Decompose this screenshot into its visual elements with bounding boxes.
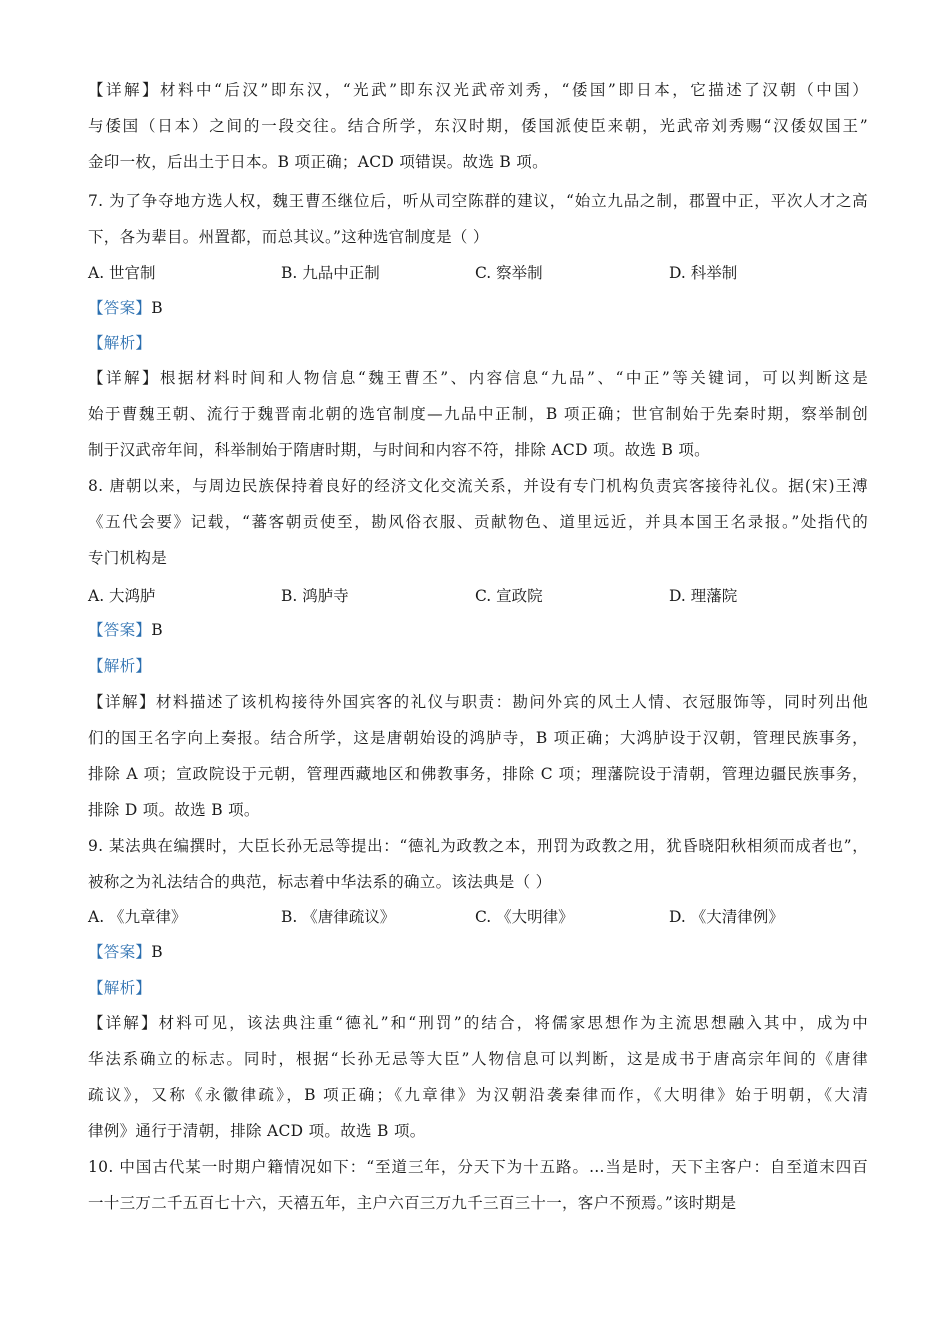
- option-a: A. 世官制: [88, 264, 156, 282]
- detail-line: 制于汉武帝年间，科举制始于隋唐时期，与时间和内容不符，排除 ACD 项。故选 B 项。: [88, 441, 710, 459]
- detail-line: 【详解】材料可见，该法典注重“德礼”和“刑罚”的结合，将儒家思想作为主流思想融入其中，成为中: [88, 1014, 868, 1032]
- option-c: C. 宣政院: [475, 587, 543, 605]
- detail-line: 金印一枚，后出土于日本。B 项正确；ACD 项错误。故选 B 项。: [88, 153, 548, 171]
- option-c: C. 察举制: [475, 264, 543, 282]
- option-d: D. 科举制: [669, 264, 738, 282]
- answer-label: 【答案】: [88, 943, 152, 961]
- answer-label: 【答案】: [88, 621, 152, 639]
- answer-line: [88, 620, 868, 640]
- question-line: 被称之为礼法结合的典范，标志着中华法系的确立。该法典是（ ）: [88, 873, 552, 891]
- answer-value: B: [151, 943, 163, 961]
- question-line: 下，各为辈目。州置都，而总其议。”这种选官制度是（ ）: [88, 228, 489, 246]
- question-line: 《五代会要》记载，“蕃客朝贡使至，勘风俗衣服、贡献物色、道里远近，并具本国王名录报。”处指代的: [88, 513, 868, 531]
- analysis-label: 【解析】: [88, 334, 152, 352]
- analysis-label: 【解析】: [88, 657, 152, 675]
- answer-line: [88, 942, 868, 962]
- options-row: [88, 586, 868, 606]
- detail-line: 们的国王名字向上奏报。结合所学，这是唐朝始设的鸿胪寺，B 项正确；大鸿胪设于汉朝，管理民族事务，: [88, 729, 868, 747]
- answer-value: B: [151, 299, 163, 317]
- answer-value: B: [151, 621, 163, 639]
- answer-line: [88, 298, 868, 318]
- question-line: 9. 某法典在编撰时，大臣长孙无忌等提出：“德礼为政教之本，刑罚为政教之用，犹昏晓阳秋相须而成者也”，: [88, 837, 868, 855]
- detail-line: 【详解】材料中“后汉”即东汉，“光武”即东汉光武帝刘秀，“倭国”即日本，它描述了汉朝（中国）: [88, 81, 868, 99]
- option-a: A. 《九章律》: [88, 908, 187, 926]
- option-d: D. 《大清律例》: [669, 908, 784, 926]
- detail-line: 律例》通行于清朝，排除 ACD 项。故选 B 项。: [88, 1122, 426, 1140]
- detail-line: 【详解】材料描述了该机构接待外国宾客的礼仪与职责：勘问外宾的风土人情、衣冠服饰等，同时列出他: [88, 693, 868, 711]
- question-line: 7. 为了争夺地方选人权，魏王曹丕继位后，听从司空陈群的建议，“始立九品之制，郡置中正，平次人才之高: [88, 192, 868, 210]
- question-line: 专门机构是: [88, 549, 168, 567]
- detail-line: 【详解】根据材料时间和人物信息“魏王曹丕”、内容信息“九品”、“中正”等关键词，可以判断这是: [88, 369, 868, 387]
- detail-line: 与倭国（日本）之间的一段交往。结合所学，东汉时期，倭国派使臣来朝，光武帝刘秀赐“汉倭奴国王”: [88, 117, 868, 135]
- detail-line: 排除 D 项。故选 B 项。: [88, 801, 260, 819]
- detail-line: 华法系确立的标志。同时，根据“长孙无忌等大臣”人物信息可以判断，这是成书于唐高宗年间的《唐律: [88, 1050, 868, 1068]
- option-a: A. 大鸿胪: [88, 587, 156, 605]
- option-b: B. 《唐律疏议》: [281, 908, 396, 926]
- option-c: C. 《大明律》: [475, 908, 574, 926]
- option-b: B. 九品中正制: [281, 264, 380, 282]
- answer-label: 【答案】: [88, 299, 152, 317]
- detail-line: 疏议》，又称《永徽律疏》，B 项正确；《九章律》为汉朝沿袭秦律而作，《大明律》始于明朝，《大清: [88, 1086, 868, 1104]
- detail-line: 始于曹魏王朝、流行于魏晋南北朝的选官制度—九品中正制，B 项正确；世官制始于先秦时期，察举制创: [88, 405, 868, 423]
- option-d: D. 理藩院: [669, 587, 738, 605]
- question-line: 10. 中国古代某一时期户籍情况如下：“至道三年，分天下为十五路。…当是时，天下主客户：自至道末四百: [88, 1158, 868, 1176]
- question-line: 一十三万二千五百七十六，天禧五年，主户六百三万九千三百三十一，客户不预焉。”该时期是: [88, 1194, 737, 1212]
- analysis-label: 【解析】: [88, 979, 152, 997]
- question-line: 8. 唐朝以来，与周边民族保持着良好的经济文化交流关系，并设有专门机构负责宾客接待礼仪。据(宋)王溥: [88, 477, 868, 495]
- options-row: [88, 907, 868, 927]
- detail-line: 排除 A 项；宣政院设于元朝，管理西藏地区和佛教事务，排除 C 项；理藩院设于清朝，管理边疆民族事务，: [88, 765, 868, 783]
- options-row: [88, 263, 868, 283]
- option-b: B. 鸿胪寺: [281, 587, 349, 605]
